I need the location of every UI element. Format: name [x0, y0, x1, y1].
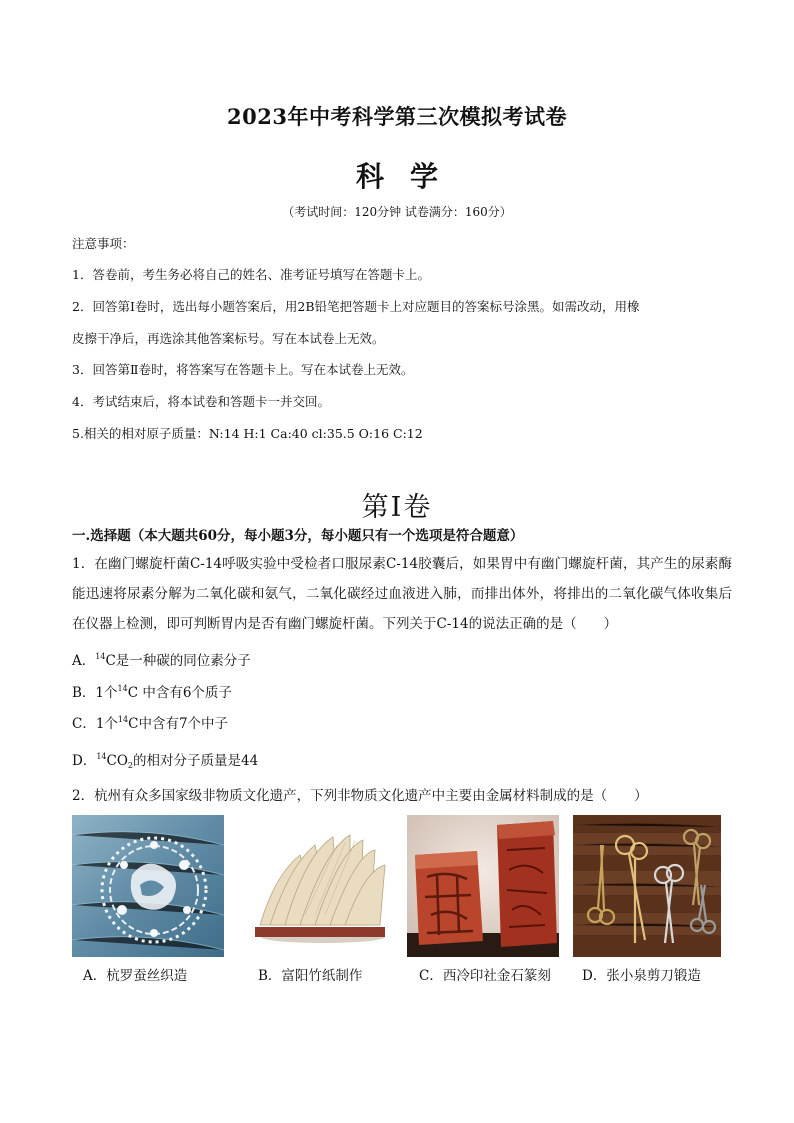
q2-option-a-caption: A．杭罗蚕丝织造 [83, 968, 188, 984]
subject-title: 科学 [355, 160, 464, 193]
section-title: 第Ⅰ卷 [361, 492, 433, 523]
q2-option-d-caption: D．张小泉剪刀锻造 [582, 968, 701, 984]
scissors-forging-image [573, 815, 721, 957]
q1-option-a: A．$^{14}$C是一种碳的同位素分子 [72, 652, 251, 669]
exam-title: 2023年中考科学第三次模拟考试卷 [227, 104, 567, 129]
q1-option-d: D．$^{14}CO_2$的相对分子质量是44 [72, 752, 259, 770]
note-item: 4．考试结束后，将本试卷和答题卡一并交回。 [72, 394, 330, 409]
question-2-stem: 2．杭州有众多国家级非物质文化遗产，下列非物质文化遗产中主要由金属材料制成的是（ ） [72, 788, 648, 804]
silk-weaving-image [72, 815, 224, 957]
note-item: 3．回答第Ⅱ卷时，将答案写在答题卡上。写在本试卷上无效。 [72, 362, 414, 377]
q1-option-b: B．1个$^{14}$C 中含有6个质子 [72, 684, 232, 701]
part-title: 一.选择题（本大题共60分，每小题3分，每小题只有一个选项是符合题意） [72, 528, 524, 544]
question-1-stem: 1．在幽门螺旋杆菌C-14呼吸实验中受检者口服尿素C-14胶囊后，如果胃中有幽门螺旋杆菌，其产生的尿素酶能迅速将尿素分解为二氧化碳和氨气，二氧化碳经过血液进入肺，而排出体外，将排出的二氧化碳气体收集后在仪器上检测，即可判断胃内是否有幽门螺旋杆菌。下列关于C-14的说法正确的是（ ） [72, 556, 732, 632]
q1-option-c: C．1个$^{14}$C中含有7个中子 [72, 715, 229, 732]
notes-heading: 注意事项： [72, 236, 135, 251]
note-item: 2．回答第Ⅰ卷时，选出每小题答案后，用2B铅笔把答题卡上对应题目的答案标号涂黑。如需改动，用橡 [72, 299, 640, 314]
q2-option-c-caption: C．西冷印社金石篆刻 [419, 968, 551, 984]
note-item: 1．答卷前，考生务必将自己的姓名、准考证号填写在答题卡上。 [72, 267, 430, 282]
bamboo-paper-image [245, 815, 395, 957]
exam-info: （考试时间：120分钟 试卷满分：160分） [282, 205, 512, 219]
seal-carving-image [407, 815, 559, 957]
note-item: 皮擦干净后，再选涂其他答案标号。写在本试卷上无效。 [72, 331, 385, 346]
q2-option-b-caption: B．富阳竹纸制作 [258, 968, 363, 984]
note-item: 5.相关的相对原子质量：N:14 H:1 Ca:40 cl:35.5 O:16 C:12 [72, 426, 423, 441]
